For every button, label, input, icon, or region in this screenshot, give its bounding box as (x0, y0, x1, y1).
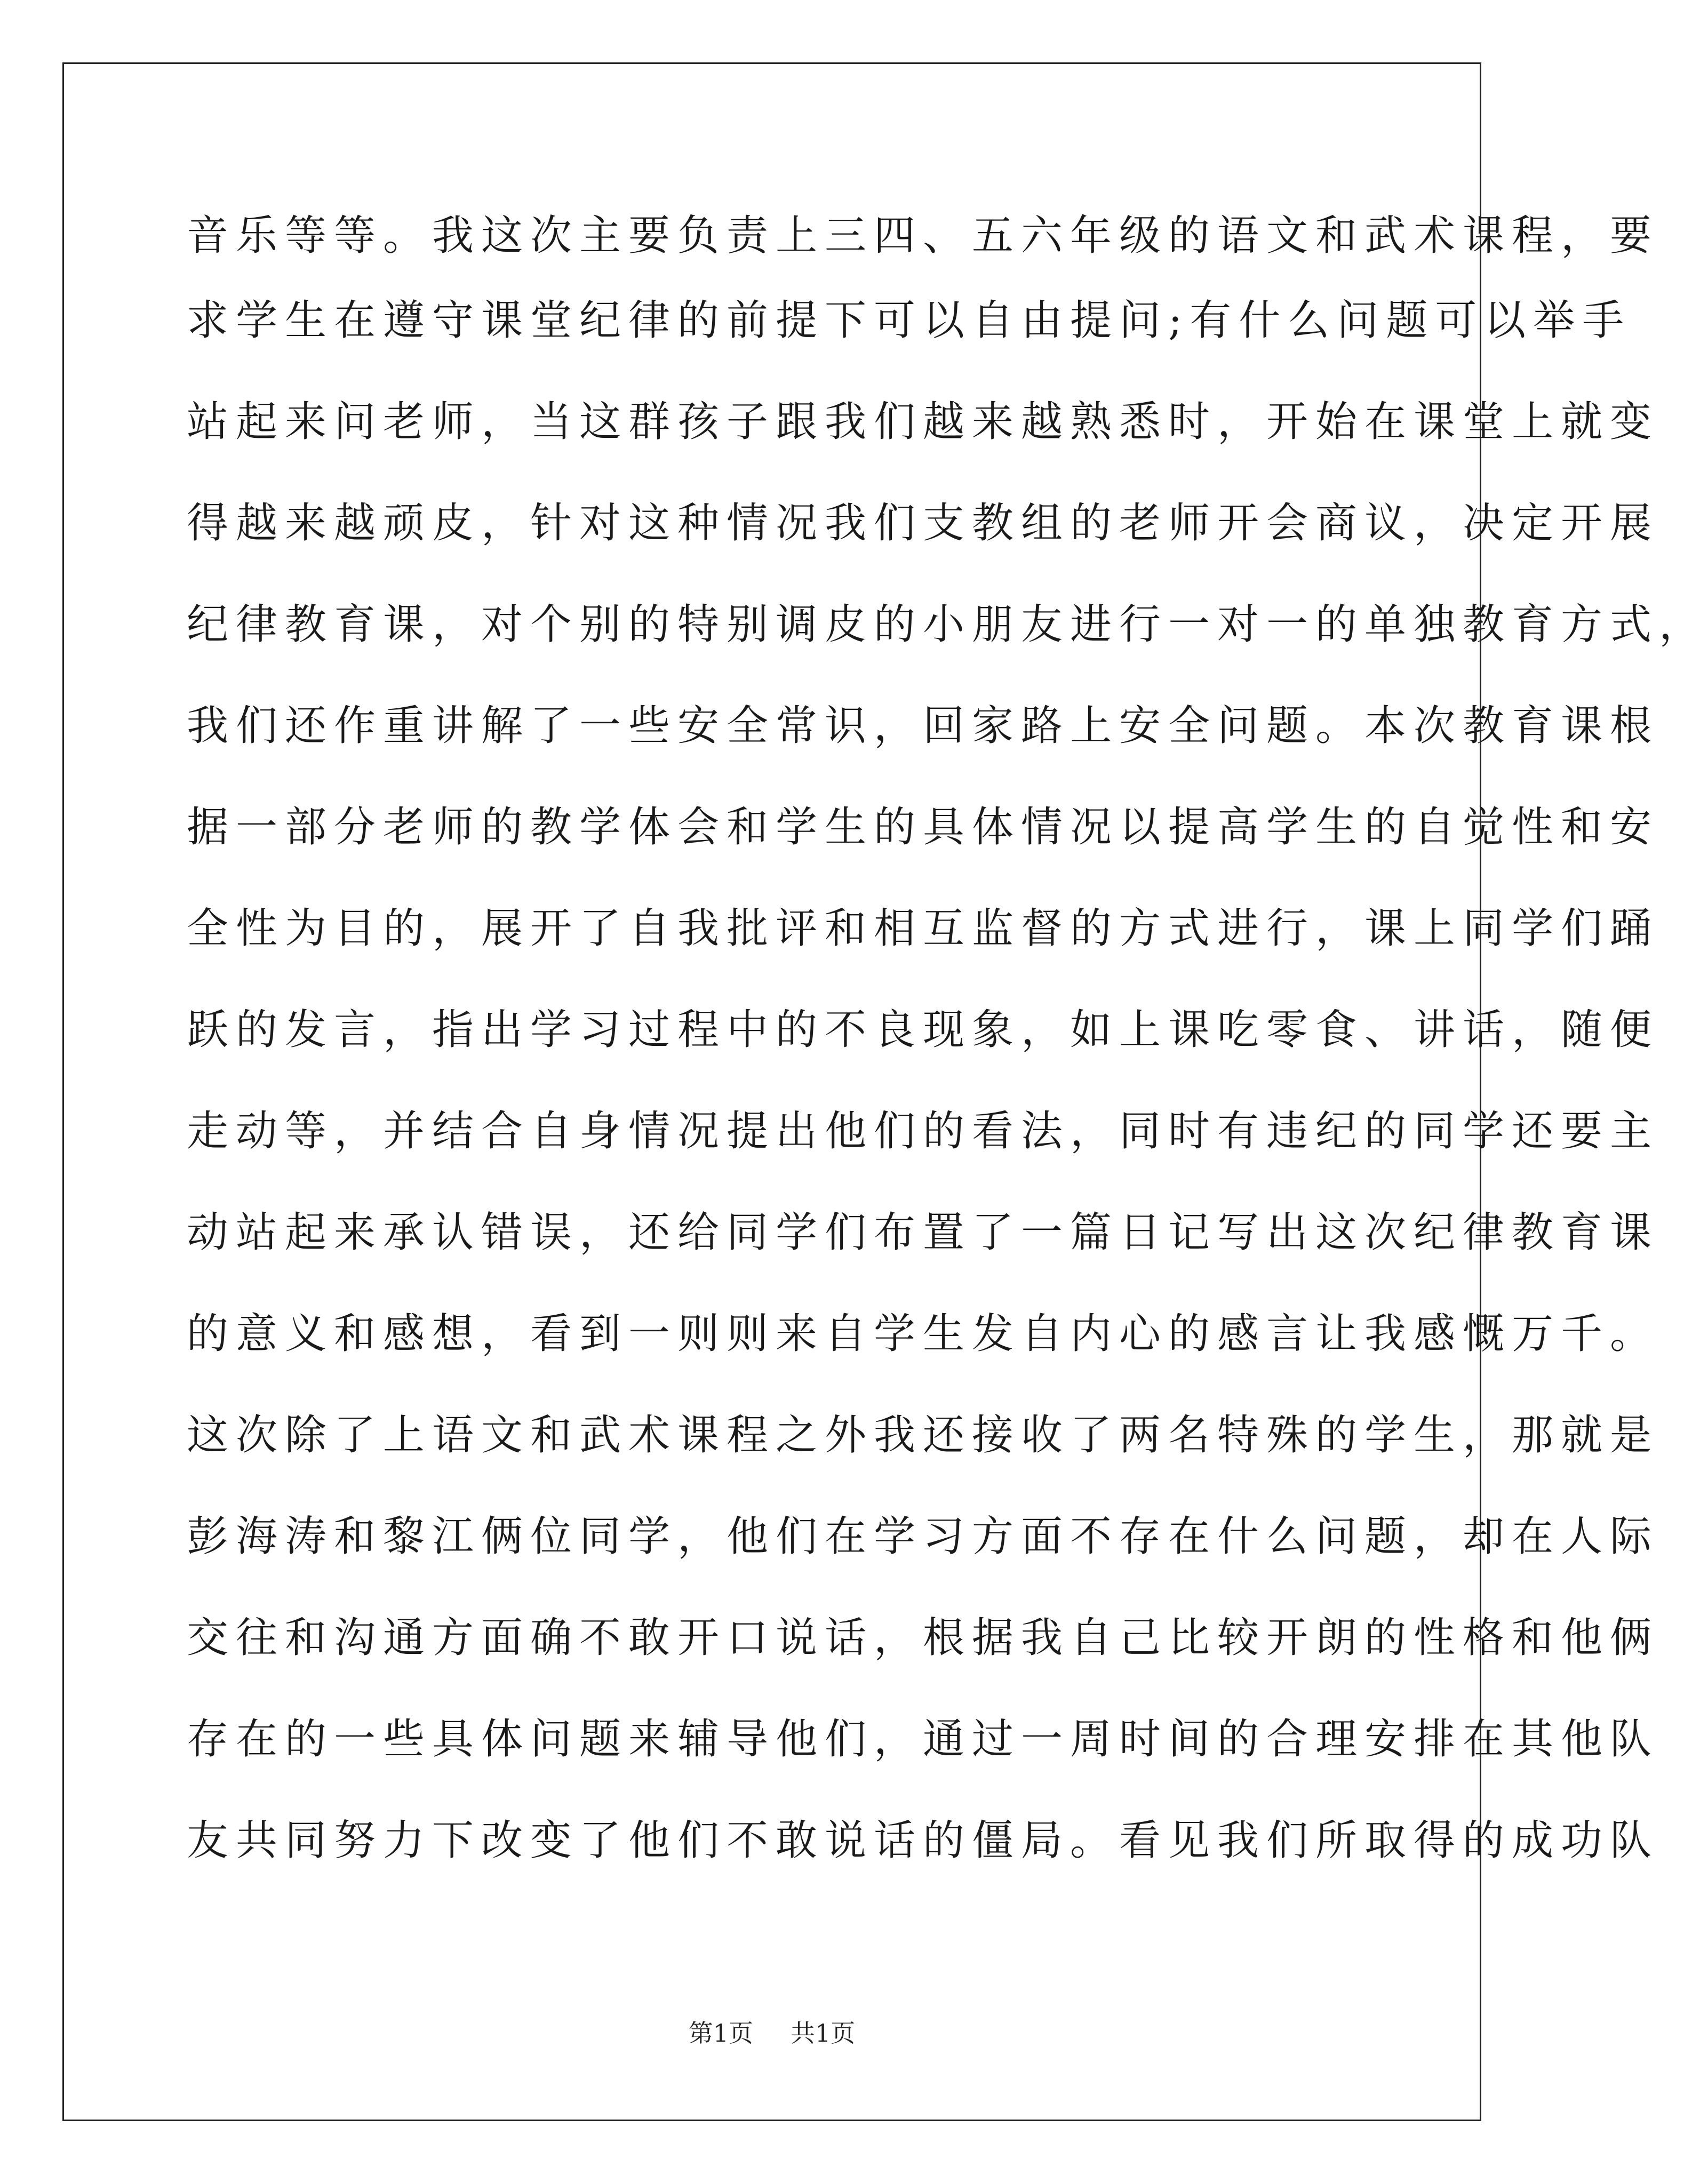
text-line: 跃的发言，指出学习过程中的不良现象，如上课吃零食、讲话，随便 (187, 1006, 1659, 1054)
text-line: 走动等，并结合自身情况提出他们的看法，同时有违纪的同学还要主 (187, 1107, 1659, 1155)
text-line: 纪律教育课，对个别的特别调皮的小朋友进行一对一的单独教育方式， (187, 601, 1708, 649)
text-line: 存在的一些具体问题来辅导他们，通过一周时间的合理安排在其他队 (187, 1715, 1659, 1763)
text-line: 音乐等等。我这次主要负责上三四、五六年级的语文和武术课程，要 (187, 212, 1659, 260)
page-number-total: 共1页 (791, 2019, 856, 2048)
text-line: 动站起来承认错误，还给同学们布置了一篇日记写出这次纪律教育课 (187, 1209, 1659, 1257)
text-line: 我们还作重讲解了一些安全常识，回家路上安全问题。本次教育课根 (187, 702, 1659, 750)
text-line: 得越来越顽皮，针对这种情况我们支教组的老师开会商议，决定开展 (187, 499, 1659, 547)
page-footer (0, 2017, 1544, 2049)
text-line: 彭海涛和黎江俩位同学，他们在学习方面不存在什么问题，却在人际 (187, 1513, 1659, 1561)
text-line: 全性为目的，展开了自我批评和相互监督的方式进行，课上同学们踊 (187, 905, 1659, 953)
text-line: 据一部分老师的教学体会和学生的具体情况以提高学生的自觉性和安 (187, 803, 1659, 851)
text-line: 交往和沟通方面确不敢开口说话，根据我自己比较开朗的性格和他俩 (187, 1614, 1659, 1662)
text-line: 求学生在遵守课堂纪律的前提下可以自由提问;有什么问题可以举手 (187, 297, 1632, 345)
text-line: 友共同努力下改变了他们不敢说话的僵局。看见我们所取得的成功队 (187, 1817, 1659, 1865)
text-line: 的意义和感想，看到一则则来自学生发自内心的感言让我感慨万千。 (187, 1310, 1659, 1358)
text-line: 这次除了上语文和武术课程之外我还接收了两名特殊的学生，那就是 (187, 1411, 1659, 1459)
text-line: 站起来问老师，当这群孩子跟我们越来越熟悉时，开始在课堂上就变 (187, 398, 1659, 446)
page-number-current: 第1页 (688, 2019, 753, 2048)
document-body (187, 202, 1708, 1891)
